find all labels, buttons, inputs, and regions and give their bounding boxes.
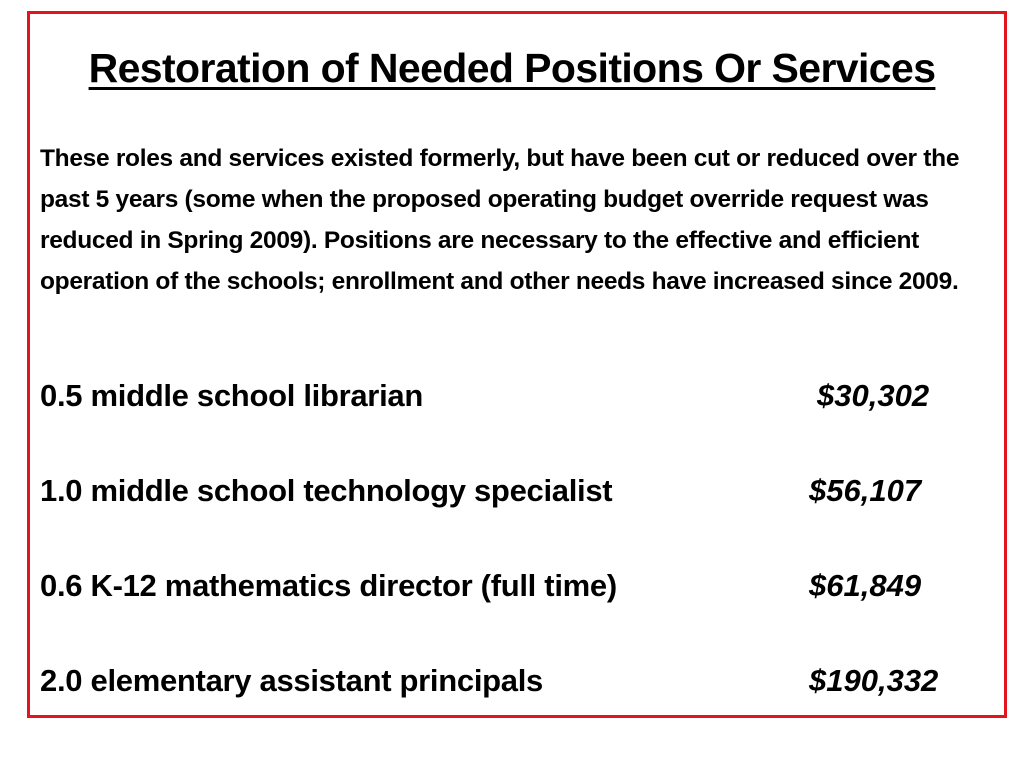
position-label: 0.5 middle school librarian bbox=[40, 378, 423, 413]
list-item bbox=[40, 561, 1000, 656]
intro-paragraph: These roles and services existed formerly, but have been cut or reduced over the past 5 years (some when the proposed operating budget override request was reduced in Spring 2009). Positions are necessary to the effective and efficient operation of the schools; enrollment and other needs have increased since 2009. bbox=[40, 145, 960, 295]
position-cost: $61,849 bbox=[809, 568, 922, 603]
position-cost: $190,332 bbox=[809, 663, 939, 698]
list-item bbox=[40, 656, 1000, 751]
position-label: 1.0 middle school technology specialist bbox=[40, 473, 613, 508]
list-item bbox=[40, 371, 1000, 466]
positions-list bbox=[40, 371, 1000, 751]
position-label: 2.0 elementary assistant principals bbox=[40, 663, 543, 698]
position-cost: $56,107 bbox=[809, 473, 922, 508]
position-label: 0.6 K-12 mathematics director (full time) bbox=[40, 568, 617, 603]
position-cost: $30,302 bbox=[817, 378, 930, 413]
list-item bbox=[40, 466, 1000, 561]
page-title: Restoration of Needed Positions Or Services bbox=[88, 45, 936, 91]
